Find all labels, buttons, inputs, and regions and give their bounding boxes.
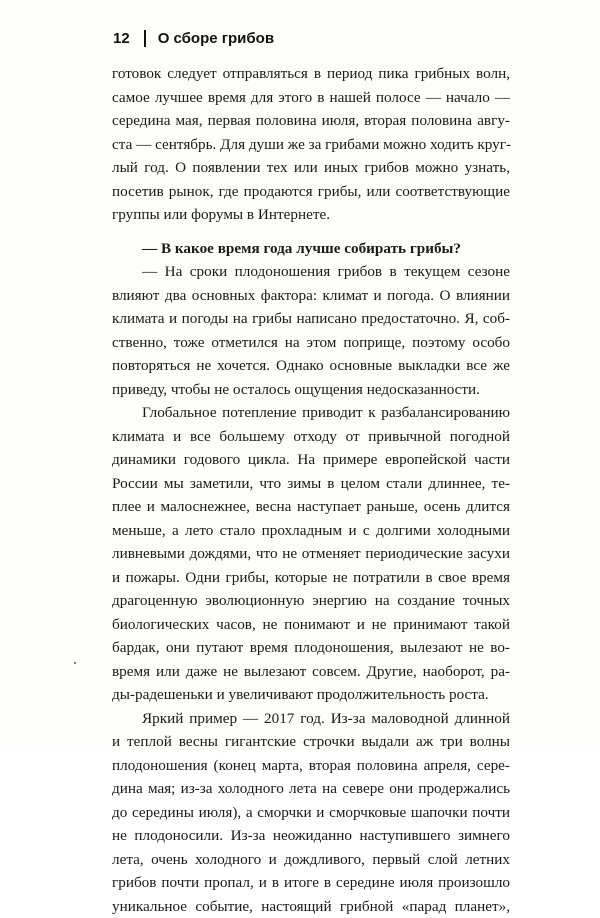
text-line: посетив рынок, где продаются грибы, или соответствующие <box>112 180 510 204</box>
text-line: России мы заметили, что зимы в целом стали длиннее, те- <box>112 472 510 496</box>
text-line: ственно, тоже отметился на этом поприще, поэтому особо <box>112 331 510 355</box>
text-line: климата и погоды на грибы написано предостаточно. Я, соб- <box>112 307 510 331</box>
text-line: плодоношения (конец марта, вторая половина апреля, сере- <box>112 754 510 778</box>
page-number: 12 <box>113 30 130 47</box>
text-line: Глобальное потепление приводит к разбалансированию <box>112 401 510 425</box>
text-line: драгоценную эволюционную энергию на создание точных <box>112 589 510 613</box>
body-text <box>112 62 510 918</box>
text-line: ды-радешеньки и увеличивают продолжительность роста. <box>112 683 510 707</box>
text-line: динамики годового цикла. На примере европейской части <box>112 448 510 472</box>
text-line: готовок следует отправляться в период пика грибных волн, <box>112 62 510 86</box>
text-line: меньше, а лето стало прохладным и с долгими холодными <box>112 519 510 543</box>
text-line: лый год. О появлении тех или иных грибов можно узнать, <box>112 156 510 180</box>
text-line: не плодоносили. Из-за неожиданно наступившего зимнего <box>112 824 510 848</box>
text-line: бардак, они путают время плодоношения, вылезают не во- <box>112 636 510 660</box>
text-line: биологических часов, не понимают и не принимают такой <box>112 613 510 637</box>
text-line: — На сроки плодоношения грибов в текущем сезоне <box>112 260 510 284</box>
section-title: О сборе грибов <box>158 30 274 47</box>
header-separator <box>144 30 146 47</box>
text-line: ста — сентябрь. Для души же за грибами можно ходить круг- <box>112 133 510 157</box>
text-line: и теплой весны гигантские строчки выдали аж три волны <box>112 730 510 754</box>
text-line: группы или форумы в Интернете. <box>112 203 510 227</box>
text-line: середина мая, первая половина июля, вторая половина авгу- <box>112 109 510 133</box>
text-line: повторяться не хочется. Однако основные выкладки все же <box>112 354 510 378</box>
text-line: и пожары. Одни грибы, которые не потратили в свое время <box>112 566 510 590</box>
text-line: Яркий пример — 2017 год. Из-за маловодной длинной <box>112 707 510 731</box>
text-line: дина мая; из-за холодного лета на севере они продержались <box>112 777 510 801</box>
running-head <box>113 27 274 49</box>
text-line: до середины июля), а сморчки и сморчковые шапочки почти <box>112 801 510 825</box>
text-line: грибов почти пропал, и в итоге в середине июля произошло <box>112 871 510 895</box>
text-line: уникальное событие, настоящий грибной «парад планет», <box>112 895 510 918</box>
text-line: влияют два основных фактора: климат и погода. О влиянии <box>112 284 510 308</box>
text-line: климата и все большему отходу от привычной погодной <box>112 425 510 449</box>
text-line: лета, очень холодного и дождливого, первый слой летних <box>112 848 510 872</box>
text-line: плее и малоснежнее, весна наступает раньше, осень длится <box>112 495 510 519</box>
text-line: приведу, чтобы не осталось ощущения недосказанности. <box>112 378 510 402</box>
question-heading: — В какое время года лучше собирать грибы? <box>112 237 510 261</box>
text-line: ливневыми дождями, что не отменяет периодические засухи <box>112 542 510 566</box>
text-line: время или даже не вылезают совсем. Другие, наоборот, ра- <box>112 660 510 684</box>
text-line: самое лучшее время для этого в нашей полосе — начало — <box>112 86 510 110</box>
paragraph-gap <box>112 227 510 237</box>
print-speck <box>74 662 76 664</box>
